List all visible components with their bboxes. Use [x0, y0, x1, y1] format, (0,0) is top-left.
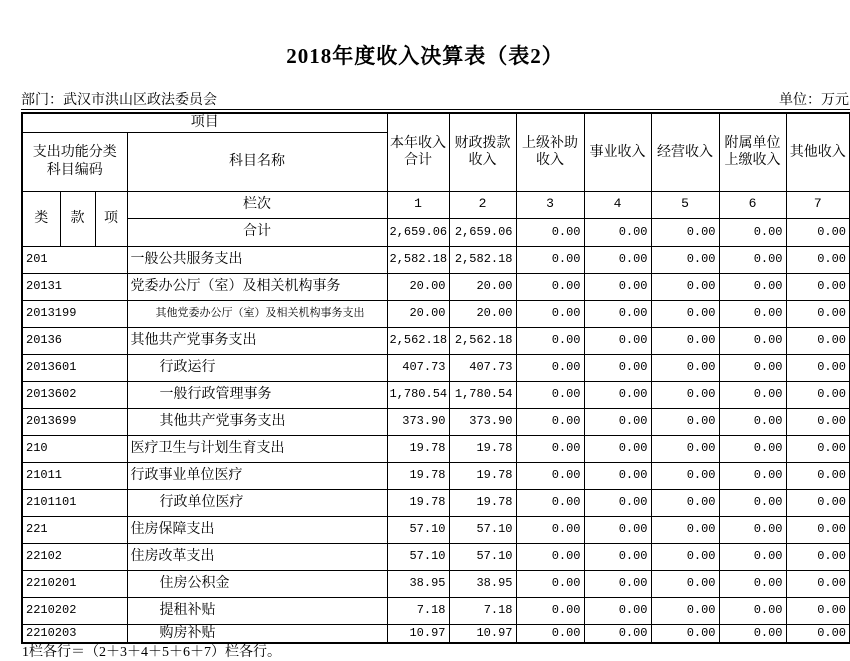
code-cell: 20136 — [22, 327, 127, 354]
page-title: 2018年度收入决算表（表2） — [286, 44, 564, 68]
value-cell: 0.00 — [516, 597, 584, 624]
subject-name-cell: 行政单位医疗 — [127, 489, 387, 516]
code-group-header: 支出功能分类 科目编码 — [22, 132, 127, 191]
value-cell: 0.00 — [719, 381, 786, 408]
col-header-total-income: 本年收入合计 — [387, 113, 449, 191]
table-row — [22, 489, 850, 516]
value-cell: 0.00 — [786, 489, 850, 516]
value-cell: 1,780.54 — [387, 381, 449, 408]
code-cell: 2013601 — [22, 354, 127, 381]
value-cell: 7.18 — [449, 597, 516, 624]
value-cell: 0.00 — [786, 435, 850, 462]
value-cell: 38.95 — [387, 570, 449, 597]
value-cell: 0.00 — [516, 408, 584, 435]
subject-name-cell: 其他共产党事务支出 — [127, 408, 387, 435]
value-cell: 0.00 — [584, 408, 651, 435]
code-section-header: 款 — [60, 191, 95, 246]
value-cell: 0.00 — [719, 300, 786, 327]
value-cell: 0.00 — [719, 354, 786, 381]
col-header-other-income: 其他收入 — [786, 113, 850, 191]
value-cell: 0.00 — [516, 381, 584, 408]
subject-name-cell: 住房改革支出 — [127, 543, 387, 570]
value-cell: 0.00 — [786, 327, 850, 354]
value-cell: 0.00 — [786, 246, 850, 273]
value-cell: 0.00 — [584, 543, 651, 570]
code-cell: 2210201 — [22, 570, 127, 597]
subject-name-cell: 党委办公厅（室）及相关机构事务 — [127, 273, 387, 300]
value-cell: 0.00 — [719, 543, 786, 570]
value-cell: 0.00 — [516, 462, 584, 489]
col-header-operating-income: 经营收入 — [651, 113, 719, 191]
table-row — [22, 597, 850, 624]
value-cell: 373.90 — [449, 408, 516, 435]
table-row — [22, 273, 850, 300]
value-cell: 0.00 — [786, 381, 850, 408]
column-number: 6 — [719, 191, 786, 218]
project-header: 项目 — [22, 113, 387, 132]
value-cell: 38.95 — [449, 570, 516, 597]
value-cell: 19.78 — [449, 462, 516, 489]
value-cell: 0.00 — [786, 273, 850, 300]
value-cell: 0.00 — [786, 300, 850, 327]
total-value: 0.00 — [719, 218, 786, 246]
value-cell: 0.00 — [651, 273, 719, 300]
value-cell: 0.00 — [516, 624, 584, 643]
value-cell: 0.00 — [584, 273, 651, 300]
value-cell: 19.78 — [387, 462, 449, 489]
value-cell: 57.10 — [449, 516, 516, 543]
code-cell: 2210202 — [22, 597, 127, 624]
value-cell: 0.00 — [719, 624, 786, 643]
code-cell: 201 — [22, 246, 127, 273]
value-cell: 0.00 — [584, 246, 651, 273]
value-cell: 2,582.18 — [449, 246, 516, 273]
header-row-project — [22, 113, 850, 132]
value-cell: 0.00 — [584, 435, 651, 462]
table-row — [22, 327, 850, 354]
value-cell: 0.00 — [516, 570, 584, 597]
value-cell: 57.10 — [449, 543, 516, 570]
table-body — [22, 246, 850, 643]
value-cell: 0.00 — [719, 246, 786, 273]
value-cell: 0.00 — [719, 327, 786, 354]
value-cell: 1,780.54 — [449, 381, 516, 408]
value-cell: 20.00 — [387, 273, 449, 300]
code-class-header: 类 — [22, 191, 60, 246]
value-cell: 0.00 — [651, 300, 719, 327]
value-cell: 7.18 — [387, 597, 449, 624]
value-cell: 0.00 — [651, 435, 719, 462]
value-cell: 57.10 — [387, 543, 449, 570]
value-cell: 0.00 — [584, 597, 651, 624]
value-cell: 57.10 — [387, 516, 449, 543]
value-cell: 2,562.18 — [449, 327, 516, 354]
subject-name-cell: 住房保障支出 — [127, 516, 387, 543]
value-cell: 373.90 — [387, 408, 449, 435]
total-value: 2,659.06 — [387, 218, 449, 246]
table-row — [22, 516, 850, 543]
subject-name-cell: 其他党委办公厅（室）及相关机构事务支出 — [127, 300, 387, 327]
value-cell: 0.00 — [651, 327, 719, 354]
value-cell: 0.00 — [719, 462, 786, 489]
value-cell: 19.78 — [387, 489, 449, 516]
code-cell: 2013699 — [22, 408, 127, 435]
value-cell: 0.00 — [719, 435, 786, 462]
subject-name-cell: 其他共产党事务支出 — [127, 327, 387, 354]
value-cell: 0.00 — [516, 516, 584, 543]
column-number: 5 — [651, 191, 719, 218]
value-cell: 0.00 — [651, 489, 719, 516]
value-cell: 0.00 — [786, 516, 850, 543]
subject-name-header: 科目名称 — [127, 132, 387, 191]
table-row — [22, 462, 850, 489]
table-row — [22, 381, 850, 408]
column-number: 3 — [516, 191, 584, 218]
code-cell: 2101101 — [22, 489, 127, 516]
code-cell: 2013199 — [22, 300, 127, 327]
value-cell: 0.00 — [584, 570, 651, 597]
value-cell: 0.00 — [786, 624, 850, 643]
value-cell: 0.00 — [584, 381, 651, 408]
subject-name-cell: 一般行政管理事务 — [127, 381, 387, 408]
value-cell: 0.00 — [516, 435, 584, 462]
value-cell: 0.00 — [516, 246, 584, 273]
value-cell: 0.00 — [584, 354, 651, 381]
table-row — [22, 435, 850, 462]
col-header-affiliated-remit: 附属单位上缴收入 — [719, 113, 786, 191]
code-cell: 22102 — [22, 543, 127, 570]
column-number: 1 — [387, 191, 449, 218]
value-cell: 0.00 — [584, 300, 651, 327]
value-cell: 407.73 — [387, 354, 449, 381]
value-cell: 0.00 — [584, 462, 651, 489]
total-value: 0.00 — [651, 218, 719, 246]
value-cell: 0.00 — [786, 408, 850, 435]
value-cell: 20.00 — [387, 300, 449, 327]
header-row-lanci — [22, 191, 850, 218]
column-number: 2 — [449, 191, 516, 218]
value-cell: 20.00 — [449, 300, 516, 327]
table-row — [22, 570, 850, 597]
lanci-label: 栏次 — [127, 191, 387, 218]
value-cell: 0.00 — [516, 489, 584, 516]
table-row — [22, 408, 850, 435]
table-row — [22, 246, 850, 273]
value-cell: 0.00 — [516, 273, 584, 300]
subject-name-cell: 行政事业单位医疗 — [127, 462, 387, 489]
col-header-business-income: 事业收入 — [584, 113, 651, 191]
col-header-superior-subsidy: 上级补助收入 — [516, 113, 584, 191]
column-number: 4 — [584, 191, 651, 218]
value-cell: 0.00 — [516, 543, 584, 570]
income-table — [21, 112, 850, 644]
total-value: 0.00 — [786, 218, 850, 246]
value-cell: 0.00 — [651, 516, 719, 543]
value-cell: 0.00 — [786, 462, 850, 489]
col-header-fiscal-appropriation: 财政拨款收入 — [449, 113, 516, 191]
value-cell: 0.00 — [516, 354, 584, 381]
value-cell: 0.00 — [719, 273, 786, 300]
value-cell: 0.00 — [786, 597, 850, 624]
header-divider — [21, 109, 850, 110]
unit-label: 单位：万元 — [779, 93, 849, 108]
value-cell: 19.78 — [449, 489, 516, 516]
subject-name-cell: 一般公共服务支出 — [127, 246, 387, 273]
value-cell: 0.00 — [516, 327, 584, 354]
total-value: 0.00 — [584, 218, 651, 246]
value-cell: 0.00 — [651, 624, 719, 643]
column-number: 7 — [786, 191, 850, 218]
total-label: 合计 — [127, 218, 387, 246]
table-row — [22, 300, 850, 327]
subject-name-cell: 住房公积金 — [127, 570, 387, 597]
total-value: 2,659.06 — [449, 218, 516, 246]
total-value: 0.00 — [516, 218, 584, 246]
code-cell: 2210203 — [22, 624, 127, 643]
value-cell: 0.00 — [719, 408, 786, 435]
department-label: 部门：武汉市洪山区政法委员会 — [21, 93, 217, 108]
value-cell: 0.00 — [584, 624, 651, 643]
table-row — [22, 354, 850, 381]
value-cell: 0.00 — [786, 543, 850, 570]
code-item-header: 项 — [95, 191, 127, 246]
value-cell: 0.00 — [786, 570, 850, 597]
value-cell: 407.73 — [449, 354, 516, 381]
value-cell: 0.00 — [786, 354, 850, 381]
code-cell: 20131 — [22, 273, 127, 300]
value-cell: 0.00 — [584, 489, 651, 516]
value-cell: 0.00 — [516, 300, 584, 327]
table-row — [22, 543, 850, 570]
value-cell: 2,562.18 — [387, 327, 449, 354]
value-cell: 0.00 — [651, 246, 719, 273]
value-cell: 0.00 — [651, 462, 719, 489]
code-cell: 210 — [22, 435, 127, 462]
value-cell: 20.00 — [449, 273, 516, 300]
footnote: 1栏各行＝（2＋3＋4＋5＋6＋7）栏各行。 — [22, 645, 281, 660]
value-cell: 0.00 — [719, 570, 786, 597]
subject-name-cell: 提租补贴 — [127, 597, 387, 624]
value-cell: 2,582.18 — [387, 246, 449, 273]
value-cell: 0.00 — [651, 570, 719, 597]
total-row — [22, 218, 850, 246]
value-cell: 0.00 — [651, 543, 719, 570]
value-cell: 0.00 — [651, 408, 719, 435]
subject-name-cell: 行政运行 — [127, 354, 387, 381]
value-cell: 0.00 — [584, 516, 651, 543]
meta-row — [21, 92, 849, 109]
code-cell: 221 — [22, 516, 127, 543]
value-cell: 10.97 — [387, 624, 449, 643]
value-cell: 0.00 — [719, 489, 786, 516]
value-cell: 0.00 — [651, 381, 719, 408]
value-cell: 10.97 — [449, 624, 516, 643]
code-cell: 2013602 — [22, 381, 127, 408]
value-cell: 19.78 — [449, 435, 516, 462]
subject-name-cell: 购房补贴 — [127, 624, 387, 643]
value-cell: 0.00 — [584, 327, 651, 354]
value-cell: 0.00 — [651, 354, 719, 381]
value-cell: 0.00 — [651, 597, 719, 624]
value-cell: 0.00 — [719, 516, 786, 543]
value-cell: 19.78 — [387, 435, 449, 462]
value-cell: 0.00 — [719, 597, 786, 624]
code-cell: 21011 — [22, 462, 127, 489]
subject-name-cell: 医疗卫生与计划生育支出 — [127, 435, 387, 462]
